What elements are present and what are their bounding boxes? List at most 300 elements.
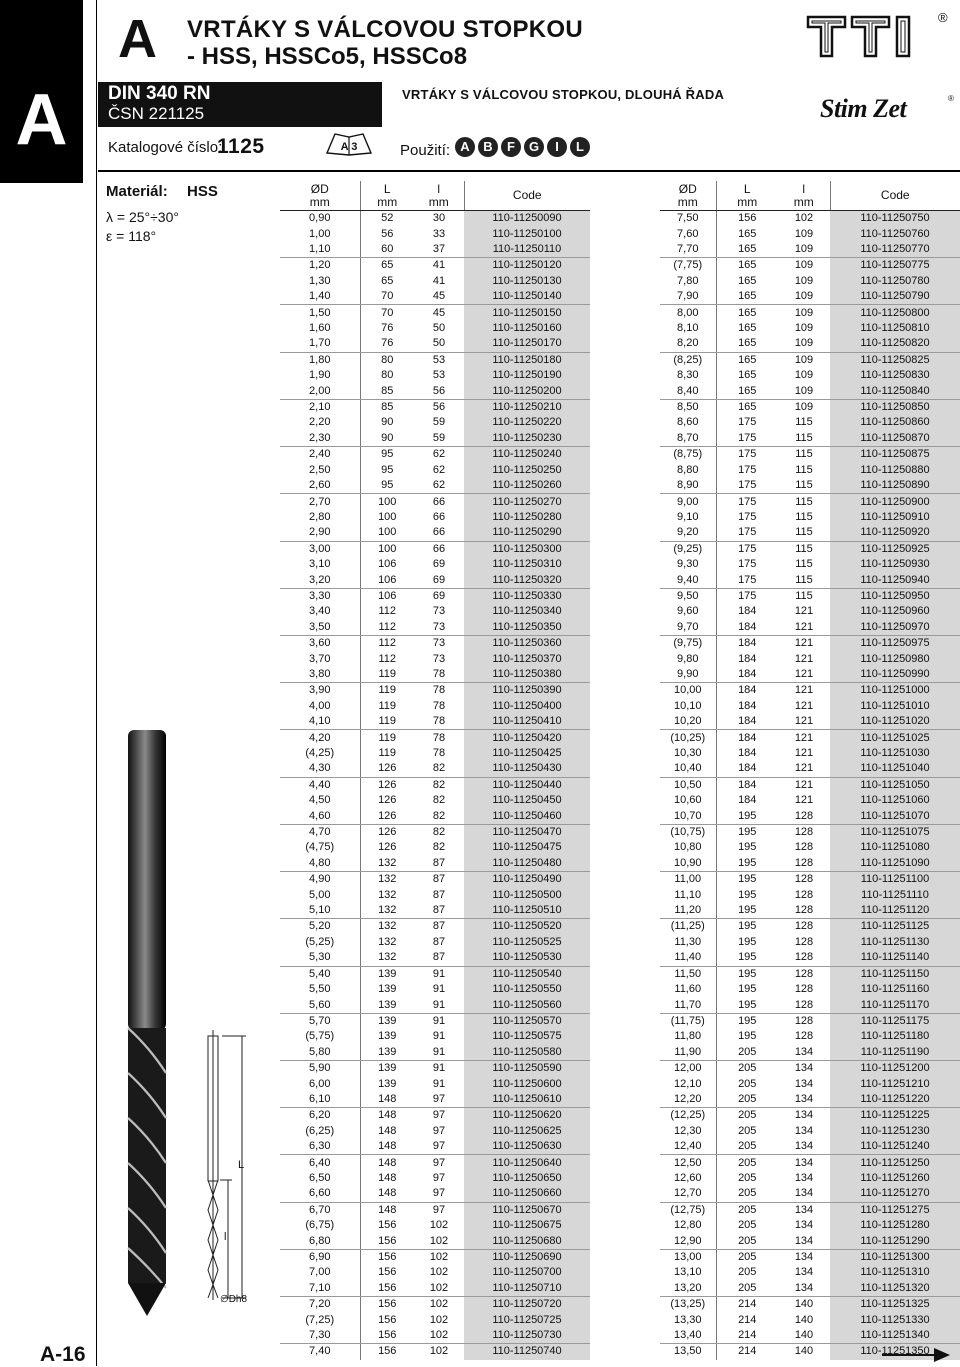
registered-small-icon: ® [948,94,954,103]
cell-diameter: 9,50 [660,588,716,604]
cell-diameter: 1,50 [280,305,360,321]
table-row [660,447,960,463]
cell-flute-length: 115 [795,448,813,461]
cell-diameter: 12,40 [660,1139,716,1155]
cell-code: 110-11250270 [464,494,590,510]
cell-flute-length: 128 [794,935,814,948]
cell-diameter: (9,75) [660,635,716,651]
table-row [660,777,960,793]
cell-code: 110-11251210 [830,1076,960,1091]
cell-code: 110-11250650 [464,1171,590,1186]
cell-code: 110-11251290 [830,1233,960,1249]
cell-flute-length: 140 [794,1298,814,1311]
cell-flute-length: 128 [794,1014,814,1027]
table-row [280,1186,590,1202]
cell-total-length: 148 [378,1156,397,1169]
table-row [280,1092,590,1108]
cell-code: 110-11250820 [830,336,960,352]
cell-total-length: 156 [360,1233,414,1249]
dimension-drawing [200,1030,270,1308]
cell-code: 110-11250620 [464,1108,590,1124]
cell-flute-length: 87 [414,856,464,872]
table-row [660,793,960,808]
cell-diameter: 10,00 [660,683,716,699]
cell-total-length: 156 [738,212,757,225]
cell-diameter: 3,50 [280,620,360,636]
table-row [660,510,960,525]
cell-code: 110-11250300 [464,541,590,557]
table-row [660,856,960,872]
cell-code: 110-11251220 [830,1092,960,1108]
table-row [660,305,960,321]
cell-diameter: 2,50 [280,463,360,478]
cell-diameter: 9,00 [660,494,716,510]
cell-flute-length: 121 [794,684,814,697]
cell-total-length: 126 [378,778,397,791]
cell-code: 110-11251080 [830,840,960,855]
cell-code: 110-11250875 [830,447,960,463]
cell-diameter: 11,20 [660,903,716,919]
cell-flute-length: 109 [778,336,830,352]
cell-diameter: (12,25) [660,1108,716,1124]
cell-total-length: 205 [738,1251,757,1264]
cell-diameter: 1,60 [280,321,360,336]
cell-diameter: 2,20 [280,415,360,430]
table-row [280,211,590,227]
cell-code: 110-11250780 [830,274,960,289]
cell-code: 110-11251180 [830,1029,960,1044]
cell-flute-length: 140 [794,1345,814,1358]
cell-total-length: 195 [738,826,757,839]
cell-flute-length: 102 [429,1345,449,1358]
cell-total-length: 184 [738,684,757,697]
cell-code: 110-11251320 [830,1281,960,1297]
cell-flute-length: 66 [432,510,446,523]
cell-code: 110-11250600 [464,1076,590,1091]
cell-code: 110-11250690 [464,1249,590,1265]
table-row [280,683,590,699]
cell-total-length: 195 [738,888,757,901]
cell-diameter: 10,90 [660,856,716,872]
cell-total-length: 184 [738,699,757,712]
cell-flute-length: 102 [794,212,814,225]
cell-total-length: 195 [738,983,757,996]
vertical-divider [96,0,97,1366]
cell-code: 110-11250160 [464,321,590,336]
cell-total-length: 139 [360,997,414,1013]
cell-flute-length: 87 [432,888,446,901]
table-row [280,950,590,966]
cell-flute-length: 121 [778,620,830,636]
cell-diameter: 7,20 [280,1297,360,1313]
cell-diameter: 9,30 [660,557,716,572]
cell-diameter: 12,90 [660,1233,716,1249]
cell-total-length: 184 [738,778,757,791]
cell-diameter: 3,10 [280,557,360,572]
cell-code: 110-11250720 [464,1297,590,1313]
cell-total-length: 165 [738,227,757,240]
cell-diameter: 12,30 [660,1124,716,1139]
cell-diameter: 9,20 [660,525,716,541]
product-table-right [660,181,960,1360]
cell-flute-length: 69 [432,558,446,571]
cell-flute-length: 97 [432,1109,446,1122]
cell-diameter: 3,60 [280,635,360,651]
cell-total-length: 139 [378,983,397,996]
product-table-left [280,181,590,1360]
header-rule [98,170,960,172]
cell-total-length: 175 [738,542,757,555]
cell-code: 110-11250110 [464,242,590,258]
cell-diameter: 10,30 [660,746,716,761]
cell-code: 110-11250980 [830,651,960,666]
col-d-header-right: ØD mm [660,181,716,211]
cell-total-length: 132 [378,935,397,948]
table-row [660,635,960,651]
cell-flute-length: 109 [794,353,814,366]
cell-total-length: 148 [360,1139,414,1155]
cell-code: 110-11250920 [830,525,960,541]
cell-code: 110-11250850 [830,399,960,415]
cell-diameter: 2,40 [280,447,360,463]
cell-total-length: 112 [360,620,414,636]
cell-total-length: 90 [381,416,394,429]
cell-flute-length: 91 [414,1045,464,1061]
table-row [280,840,590,855]
cell-flute-length: 91 [414,997,464,1013]
cell-code: 110-11251230 [830,1124,960,1139]
cell-diameter: 13,30 [660,1312,716,1327]
cell-diameter: 9,40 [660,572,716,588]
cell-code: 110-11251260 [830,1171,960,1186]
cell-code: 110-11250510 [464,903,590,919]
cell-code: 110-11251225 [830,1108,960,1124]
cell-diameter: 3,30 [280,588,360,604]
book-icon [325,131,373,157]
cell-total-length: 165 [716,383,778,399]
cell-total-length: 165 [738,306,757,319]
cell-diameter: 7,10 [280,1281,360,1297]
cell-flute-length: 102 [429,1251,449,1264]
cell-code: 110-11250710 [464,1281,590,1297]
cell-code: 110-11250420 [464,730,590,746]
cell-total-length: 126 [378,826,397,839]
arrow-right-icon [880,1346,952,1364]
cell-code: 110-11251190 [830,1045,960,1061]
cell-flute-length: 109 [778,289,830,305]
cell-flute-length: 97 [432,1156,446,1169]
cell-total-length: 80 [381,369,394,382]
cell-flute-length: 121 [794,605,814,618]
cell-flute-length: 121 [794,747,814,760]
table-row [280,289,590,305]
cell-flute-length: 109 [794,227,814,240]
table-row [660,966,960,982]
cell-code: 110-11251170 [830,997,960,1013]
registered-icon: ® [938,10,948,25]
cell-total-length: 205 [716,1281,778,1297]
cell-diameter: 7,50 [660,211,716,227]
page-title-line2: - HSS, HSSCo5, HSSCo8 [187,43,468,70]
cell-code: 110-11250750 [830,211,960,227]
cell-diameter: 6,80 [280,1233,360,1249]
cell-total-length: 184 [716,714,778,730]
table-row [280,1108,590,1124]
table-row [660,336,960,352]
table-row [660,1139,960,1155]
table-row [280,226,590,241]
cell-diameter: 2,80 [280,510,360,525]
cell-code: 110-11251010 [830,699,960,714]
cell-diameter: 6,40 [280,1155,360,1171]
col-l-header: l mm [414,181,464,211]
cell-flute-length: 87 [414,950,464,966]
cell-code: 110-11250440 [464,777,590,793]
cell-diameter: 13,50 [660,1344,716,1360]
cell-diameter: (8,25) [660,352,716,368]
cell-diameter: 10,40 [660,761,716,777]
table-row [660,903,960,919]
col-l-header-right: l mm [778,181,830,211]
cell-total-length: 126 [378,841,397,854]
cell-code: 110-11250740 [464,1344,590,1360]
cell-diameter: 1,90 [280,368,360,383]
cell-code: 110-11250430 [464,761,590,777]
cell-flute-length: 62 [414,478,464,494]
cell-flute-length: 109 [794,274,814,287]
cell-diameter: 8,00 [660,305,716,321]
cell-flute-length: 66 [432,495,446,508]
cell-total-length: 184 [738,747,757,760]
cell-total-length: 195 [716,808,778,824]
cell-code: 110-11250360 [464,635,590,651]
cell-total-length: 119 [378,699,397,712]
cell-total-length: 195 [738,935,757,948]
cell-total-length: 205 [738,1171,757,1184]
cell-flute-length: 66 [432,542,446,555]
cell-diameter: 10,70 [660,808,716,824]
cell-diameter: 12,20 [660,1092,716,1108]
cell-code: 110-11251120 [830,903,960,919]
cell-code: 110-11250790 [830,289,960,305]
table-row [280,935,590,950]
cell-total-length: 139 [378,967,397,980]
cell-code: 110-11250200 [464,383,590,399]
use-code-g: G [524,137,544,157]
header-letter: A [118,9,155,69]
cell-diameter: 8,20 [660,336,716,352]
dim-label-L: L [238,1159,245,1171]
cell-total-length: 85 [381,401,394,414]
point-angle: ε = 118° [106,228,157,244]
cell-flute-length: 134 [778,1045,830,1061]
cell-total-length: 119 [360,714,414,730]
cell-total-length: 60 [360,242,414,258]
cell-total-length: 175 [738,448,757,461]
cell-total-length: 139 [378,1030,397,1043]
cell-flute-length: 134 [794,1124,814,1137]
cell-code: 110-11250770 [830,242,960,258]
table-row [280,1312,590,1327]
table-row [660,699,960,714]
cell-total-length: 132 [378,888,397,901]
table-row [280,1029,590,1044]
cell-flute-length: 97 [432,1203,446,1216]
cell-total-length: 165 [716,289,778,305]
cell-diameter: 1,30 [280,274,360,289]
cell-diameter: 2,10 [280,399,360,415]
page-number: A-16 [40,1343,86,1366]
cell-diameter: 5,90 [280,1060,360,1076]
cell-total-length: 205 [716,1233,778,1249]
cell-total-length: 175 [738,416,757,429]
cell-flute-length: 73 [414,620,464,636]
cell-flute-length: 69 [432,589,446,602]
cell-total-length: 195 [738,920,757,933]
cell-flute-length: 102 [414,1233,464,1249]
material-value: HSS [187,183,218,200]
cell-total-length: 65 [381,259,394,272]
material-label: Materiál: [106,183,168,200]
cell-total-length: 175 [716,478,778,494]
cell-diameter: 2,60 [280,478,360,494]
cell-code: 110-11250320 [464,572,590,588]
table-row [660,431,960,447]
cell-code: 110-11250700 [464,1265,590,1280]
cell-code: 110-11251070 [830,808,960,824]
cell-total-length: 90 [360,431,414,447]
cell-code: 110-11250240 [464,447,590,463]
cell-total-length: 205 [738,1062,757,1075]
cell-code: 110-11251125 [830,919,960,935]
cell-diameter: 4,00 [280,699,360,714]
cell-code: 110-11250990 [830,667,960,683]
cell-total-length: 139 [378,1062,397,1075]
cell-diameter: 3,90 [280,683,360,699]
cell-total-length: 56 [381,227,394,240]
cell-code: 110-11251275 [830,1202,960,1218]
table-row [660,714,960,730]
cell-flute-length: 115 [795,589,813,602]
table-row [280,1328,590,1344]
table-row [280,463,590,478]
use-code-i: I [547,137,567,157]
cell-code: 110-11250350 [464,620,590,636]
cell-code: 110-11251025 [830,730,960,746]
cell-diameter: 6,60 [280,1186,360,1202]
cell-code: 110-11251000 [830,683,960,699]
cell-diameter: 1,20 [280,258,360,274]
table-row [280,321,590,336]
cell-diameter: 3,00 [280,541,360,557]
cell-diameter: 7,40 [280,1344,360,1360]
cell-total-length: 195 [716,950,778,966]
cell-flute-length: 53 [432,369,446,382]
cell-total-length: 95 [381,448,394,461]
cell-code: 110-11251060 [830,793,960,808]
cell-flute-length: 78 [414,714,464,730]
cell-code: 110-11250330 [464,588,590,604]
cell-flute-length: 82 [432,826,446,839]
cell-diameter: 11,30 [660,935,716,950]
cell-flute-length: 30 [432,212,446,225]
cell-flute-length: 115 [795,463,813,476]
cell-total-length: 184 [738,731,757,744]
cell-code: 110-11251050 [830,777,960,793]
cell-diameter: 4,50 [280,793,360,808]
use-code-a: A [455,137,475,157]
cell-diameter: 10,20 [660,714,716,730]
cell-code: 110-11250930 [830,557,960,572]
table-row [280,336,590,352]
cell-flute-length: 91 [432,983,446,996]
table-row [660,541,960,557]
cell-code: 110-11250090 [464,211,590,227]
cell-flute-length: 102 [414,1281,464,1297]
cell-diameter: 5,50 [280,982,360,997]
cell-diameter: 9,60 [660,604,716,619]
cell-total-length: 175 [738,589,757,602]
cell-flute-length: 33 [432,227,446,240]
cell-total-length: 76 [381,322,394,335]
table-row [660,1076,960,1091]
cell-diameter: 7,90 [660,289,716,305]
cell-code: 110-11250810 [830,321,960,336]
cell-code: 110-11250925 [830,541,960,557]
cell-flute-length: 59 [414,431,464,447]
catalog-number: 1125 [217,135,265,158]
cell-flute-length: 134 [794,1109,814,1122]
cell-total-length: 165 [738,322,757,335]
cell-code: 110-11250880 [830,463,960,478]
cell-flute-length: 134 [794,1251,814,1264]
table-row [660,1092,960,1108]
table-row [280,1297,590,1313]
cell-code: 110-11250170 [464,336,590,352]
cell-total-length: 132 [360,856,414,872]
cell-diameter: 7,80 [660,274,716,289]
cell-total-length: 70 [360,289,414,305]
cell-diameter: (4,25) [280,746,360,761]
table-row [660,997,960,1013]
table-row [280,1202,590,1218]
cell-code: 110-11250825 [830,352,960,368]
cell-code: 110-11250660 [464,1186,590,1202]
col-L-header-right: L mm [716,181,778,211]
table-row [280,258,590,274]
cell-total-length: 100 [378,495,397,508]
table-row [280,572,590,588]
cell-total-length: 148 [378,1171,397,1184]
cell-code: 110-11251200 [830,1060,960,1076]
cell-total-length: 119 [378,747,397,760]
cell-code: 110-11250760 [830,226,960,241]
cell-flute-length: 128 [794,983,814,996]
cell-diameter: 13,20 [660,1281,716,1297]
table-row [280,242,590,258]
cell-total-length: 214 [738,1313,757,1326]
cell-diameter: 5,30 [280,950,360,966]
cell-diameter: 9,90 [660,667,716,683]
cell-total-length: 175 [716,525,778,541]
table-row [280,431,590,447]
table-row [280,415,590,430]
cell-total-length: 205 [738,1124,757,1137]
cell-flute-length: 115 [795,558,813,571]
cell-code: 110-11250530 [464,950,590,966]
table-row [660,1233,960,1249]
cell-code: 110-11250575 [464,1029,590,1044]
